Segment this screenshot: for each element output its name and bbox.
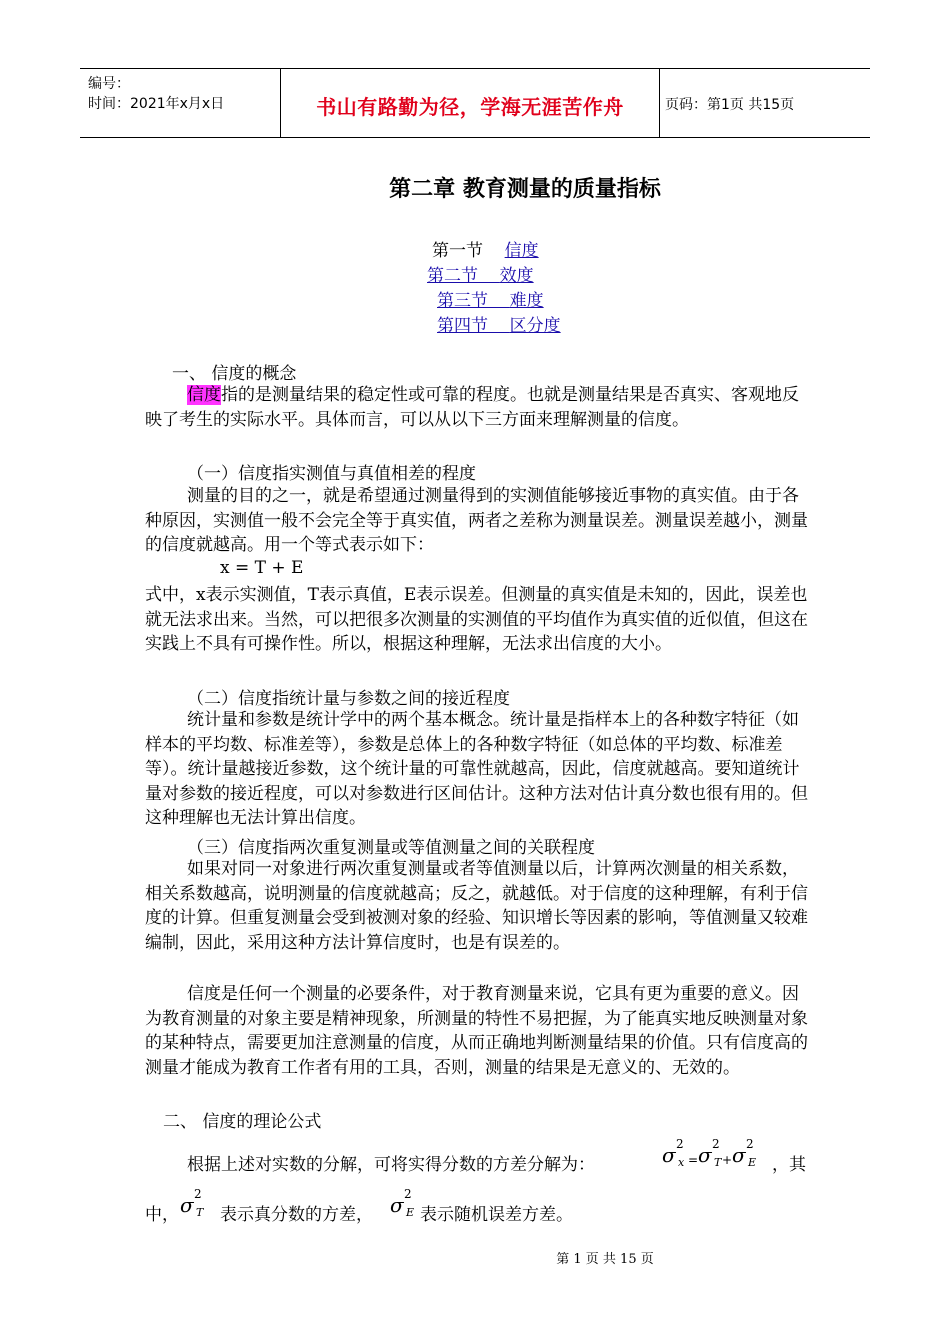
- paragraph: 信度是任何一个测量的必要条件，对于教育测量来说，它具有更为重要的意义。因为教育测量的对象主要是精神现象，所测量的特性不易把握，为了能真实地反映测量对象的某种特点，需要更加注意测量的信度，从而正确地判断测量结果的价值。只有信度高的测量才能成为教育工作者有用的工具，否则，测量的结果是无意义的、无效的。: [145, 984, 808, 1078]
- svg-text:2: 2: [746, 1137, 754, 1151]
- equation: x = T + E: [220, 558, 304, 578]
- svg-text:σ: σ: [732, 1143, 746, 1167]
- variance-text: 根据上述对实数的分解，可将实得分数的方差分解为：: [187, 1155, 595, 1175]
- svg-text:=: =: [688, 1153, 699, 1167]
- page-info: 页码：第1页 共15页: [665, 97, 795, 113]
- variance-formula: [662, 1134, 782, 1174]
- subheading-3: （三）信度指两次重复测量或等值测量之间的关联程度: [187, 838, 595, 858]
- highlighted-term: 信度: [187, 385, 221, 405]
- page-header: [80, 68, 870, 138]
- svg-text:σ: σ: [698, 1143, 712, 1167]
- sigma-t-formula: [178, 1186, 214, 1222]
- toc-link[interactable]: 第二节 效度: [427, 266, 534, 286]
- paragraph: 如果对同一对象进行两次重复测量或者等值测量以后，计算两次测量的相关系数，相关系数越高，说明测量的信度就越高；反之，就越低。对于信度的这种理解，有利于信度的计算。但重复测量会受到被测对象的经验、知识增长等因素的影响，等值测量又较难编制，因此，采用这种方法计算信度时，也是有误差的。: [145, 859, 808, 953]
- svg-text:2: 2: [404, 1187, 412, 1201]
- subheading-1: （一）信度指实测值与真值相差的程度: [187, 464, 476, 484]
- svg-text:2: 2: [194, 1187, 202, 1201]
- toc-item-3[interactable]: [437, 286, 544, 311]
- toc-link[interactable]: 信度: [504, 241, 539, 261]
- paragraph: 信度指的是测量结果的稳定性或可靠的程度。也就是测量结果是否真实、客观地反映了考生的实际水平。具体而言，可以从以下三方面来理解测量的信度。: [145, 385, 799, 430]
- svg-text:σ: σ: [390, 1193, 404, 1217]
- svg-text:σ: σ: [662, 1143, 676, 1167]
- number-label: 编号：: [88, 76, 130, 92]
- time-label: 时间：2021年x月x日: [88, 96, 225, 112]
- header-motto-cell: [280, 69, 660, 137]
- header-meta-cell: [80, 69, 280, 137]
- paragraph: 测量的目的之一，就是希望通过测量得到的实测值能够接近事物的真实值。由于各种原因，实测值一般不会完全等于真实值，两者之差称为测量误差。测量误差越小，测量的信度就越高。用一个等式表示如下：: [145, 486, 808, 555]
- page-footer: 第 1 页 共 15 页: [556, 1252, 654, 1267]
- chapter-title: 第二章 教育测量的质量指标: [389, 177, 661, 202]
- sigma-e-formula: [388, 1186, 424, 1222]
- definition-text: 表示随机误差方差。: [420, 1205, 573, 1225]
- definition-text: 表示真分数的方差，: [220, 1205, 373, 1225]
- toc-section: 第一节: [432, 241, 483, 261]
- toc-item-1[interactable]: [432, 236, 539, 261]
- svg-text:E: E: [406, 1206, 415, 1219]
- toc-item-4[interactable]: [437, 311, 561, 336]
- paragraph: 式中，x表示实测值，T表示真值，E表示误差。但测量的真实值是未知的，因此，误差也就无法求出来。当然，可以把很多次测量的实测值的平均值作为真实值的近似值，但这在实践上不具有可操作性。所以，根据这种理解，无法求出信度的大小。: [145, 585, 808, 654]
- variance-text-tail: ，其: [772, 1155, 806, 1175]
- subheading-2: （二）信度指统计量与参数之间的接近程度: [187, 689, 510, 709]
- toc-link[interactable]: 第三节 难度: [437, 291, 544, 311]
- section-heading-2: 二、 信度的理论公式: [163, 1112, 322, 1132]
- svg-text:+: +: [722, 1153, 733, 1167]
- paragraph: 统计量和参数是统计学中的两个基本概念。统计量是指样本上的各种数字特征（如样本的平均数、标准差等），参数是总体上的各种数字特征（如总体的平均数、标准差等）。统计量越接近参数，这个统计量的可靠性就越高，因此，信度就越高。要知道统计量对参数的接近程度，可以对参数进行区间估计。这种方法对估计真分数也很有用的。但这种理解也无法计算出信度。: [145, 710, 808, 828]
- svg-text:2: 2: [712, 1137, 720, 1151]
- toc-item-2[interactable]: [427, 261, 534, 286]
- svg-text:E: E: [748, 1156, 757, 1169]
- toc-link[interactable]: 第四节 区分度: [437, 316, 561, 336]
- svg-text:2: 2: [676, 1137, 684, 1151]
- motto: 书山有路勤为径，学海无涯苦作舟: [316, 95, 624, 119]
- definition-text: 中，: [145, 1205, 179, 1225]
- svg-text:x: x: [678, 1156, 685, 1169]
- svg-text:T: T: [714, 1156, 722, 1169]
- svg-text:σ: σ: [180, 1193, 194, 1217]
- section-heading-1: 一、 信度的概念: [172, 364, 297, 384]
- svg-text:T: T: [196, 1206, 204, 1219]
- header-page-cell: [659, 69, 870, 137]
